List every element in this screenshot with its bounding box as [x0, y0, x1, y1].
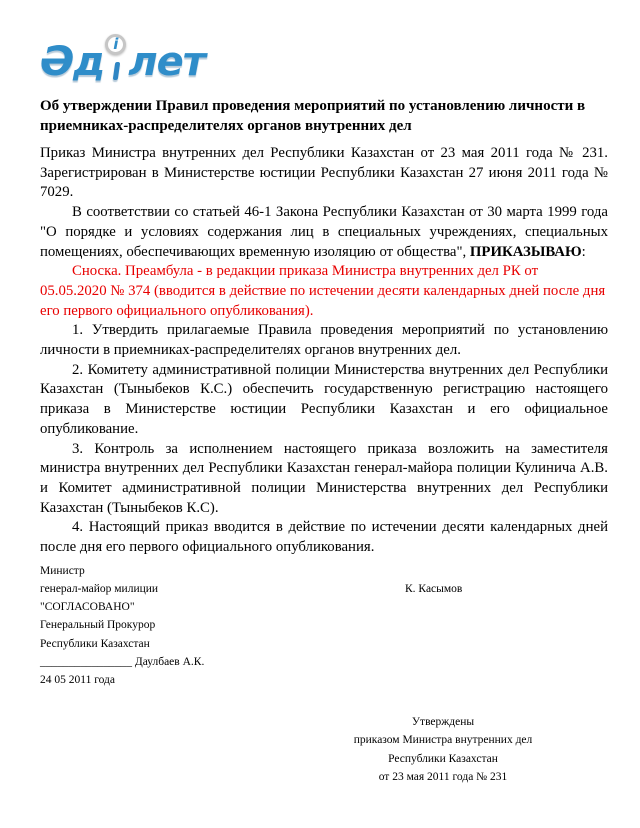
- minister-rank: генерал-майор милиции: [40, 582, 159, 595]
- order-item-1: 1. Утвердить прилагаемые Правила проведения мероприятий по установлению личности в приемниках-распределителях органов внутренних дел.: [40, 322, 608, 359]
- order-item-2: 2. Комитету административной полиции Министерства внутренних дел Республики Казахстан (Тыныбеков К.С.) обеспечить государственную регистрацию настоящего приказа в Министерстве юстиции Республики Казахстан и его официальное опубликование.: [40, 361, 608, 437]
- document-title: Об утверждении Правил проведения мероприятий по установлению личности в приемниках-распределителях органов внутренних дел: [40, 98, 586, 134]
- signature-block: [40, 562, 608, 689]
- agreed-label: "СОГЛАСОВАНО": [40, 601, 135, 614]
- order-item-4: 4. Настоящий приказ вводится в действие по истечении десяти календарных дней после дня его первого официального опубликования.: [40, 519, 608, 556]
- magnifier-lens: [105, 34, 126, 55]
- document-meta: Приказ Министра внутренних дел Республики Казахстан от 23 мая 2011 года № 231. Зарегистрирован в Министерстве юстиции Республики Казахстан 27 июня 2011 года № 7029.: [40, 145, 608, 201]
- approved-line: приказом Министра внутренних дел: [353, 734, 533, 747]
- preamble-text: В соответствии со статьей 46-1 Закона Республики Казахстан от 30 марта 1999 года "О порядке и условиях содержания лиц в специальных учреждениях, специальных помещениях, обеспечивающих временную изоляцию от общества",: [40, 204, 608, 260]
- minister-rank-line: [40, 580, 608, 598]
- magnifier-icon: [104, 36, 128, 90]
- agreed-date: 24 05 2011 года: [40, 673, 116, 686]
- preamble-colon: :: [581, 243, 586, 260]
- minister-name: К. Касымов: [405, 582, 463, 595]
- approved-block: [338, 713, 548, 786]
- amendment-footnote: Сноска. Преамбула - в редакции приказа Министра внутренних дел РК от 05.05.2020 № 374 (вводится в действие по истечении десяти календарных дней после дня его первого официального опубликования).: [40, 263, 606, 319]
- adilet-logo[interactable]: [40, 36, 608, 90]
- minister-title: Министр: [40, 564, 85, 577]
- preamble-paragraph: [40, 203, 608, 262]
- magnifier-i-glyph: i: [113, 35, 119, 53]
- preamble-order-word: ПРИКАЗЫВАЮ: [469, 243, 582, 260]
- logo-text-prefix: Әд: [40, 39, 105, 85]
- logo-text-suffix: лет: [128, 39, 205, 85]
- prosecutor-title: Генеральный Прокурор: [40, 619, 156, 632]
- approved-line: от 23 мая 2011 года № 231: [378, 770, 508, 783]
- approved-line: Республики Казахстан: [388, 752, 498, 765]
- prosecutor-org: Республики Казахстан: [40, 637, 150, 650]
- prosecutor-signature-line: ________________ Даулбаев А.К.: [40, 655, 205, 668]
- approved-line: Утверждены: [411, 716, 475, 729]
- order-item-3: 3. Контроль за исполнением настоящего приказа возложить на заместителя министра внутренних дел Республики Казахстан генерал-майора полиции Кулинича А.В. и Комитет административной полиции Министерства внутренних дел Республики Казахстан (Тыныбеков К.С).: [40, 440, 608, 516]
- magnifier-handle: [113, 62, 121, 80]
